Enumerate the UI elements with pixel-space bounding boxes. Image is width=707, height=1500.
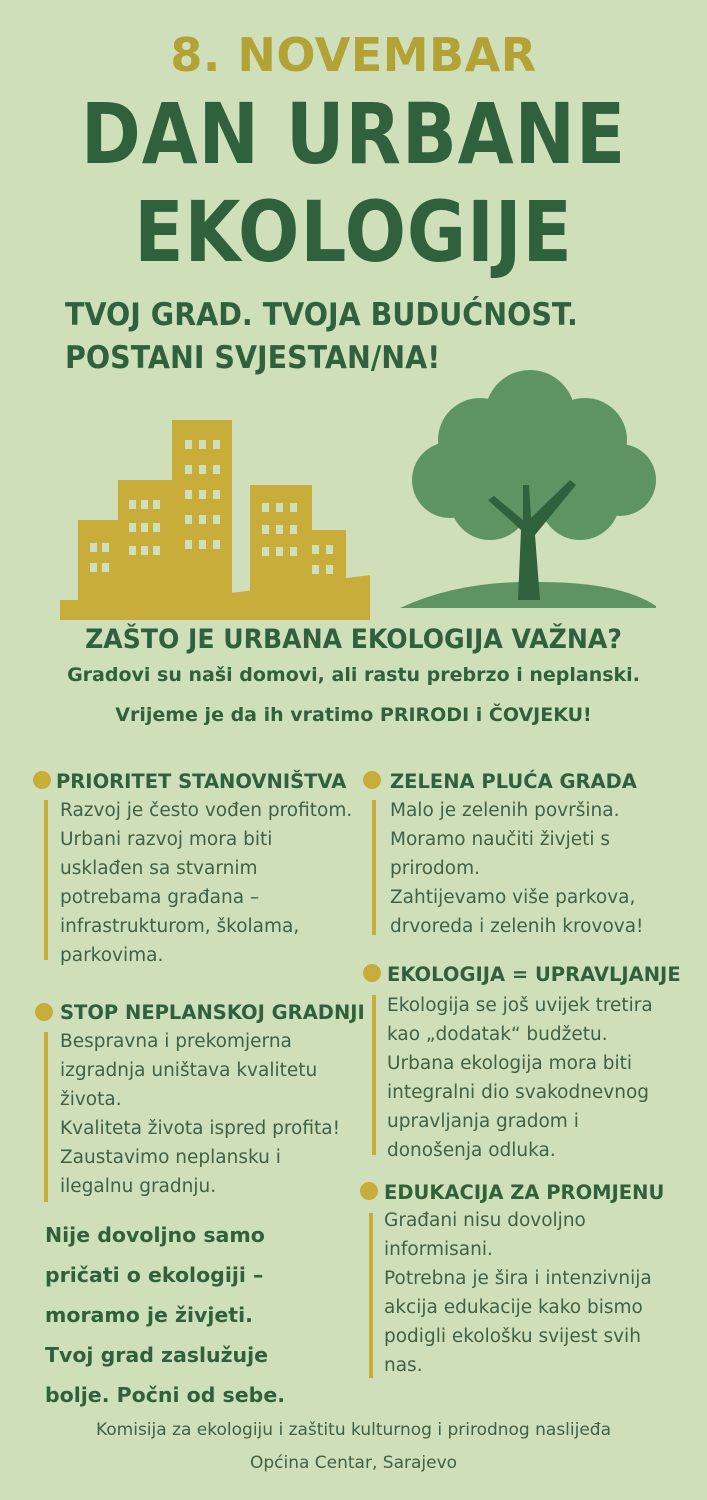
body-line: Bespravna i prekomjerna: [60, 1031, 292, 1052]
body-line: upravljanja gradom i: [387, 1111, 579, 1132]
body-line: Razvoj je često vođen profitom.: [60, 800, 353, 821]
body-line: parkovima.: [60, 945, 164, 966]
body-line: usklađen sa stvarnim: [60, 858, 258, 879]
body-line: života.: [60, 1089, 122, 1110]
tagline-line-1: TVOJ GRAD. TVOJA BUDUĆNOST.: [65, 297, 578, 333]
closing-line: moramo je živjeti.: [45, 1303, 253, 1327]
bullet-dot: [360, 1182, 378, 1200]
illustration: [0, 360, 707, 620]
section-body-zelena: [390, 796, 643, 941]
section-title-zelena: ZELENA PLUĆA GRADA: [390, 770, 637, 793]
page-title-line-1: DAN URBANE: [80, 85, 627, 183]
tagline-line-2: POSTANI SVJESTAN/NA!: [65, 340, 441, 376]
body-line: kao „dodatak“ budžetu.: [387, 1024, 608, 1045]
body-line: Kvaliteta života ispred profita!: [60, 1118, 341, 1139]
body-line: podigli ekološku svijest svih: [384, 1326, 641, 1347]
bullet-dot: [35, 1003, 53, 1021]
closing-line: Nije dovoljno samo: [45, 1223, 265, 1247]
body-line: Moramo naučiti živjeti s: [390, 829, 611, 850]
bullet-dot: [363, 771, 381, 789]
closing-line: pričati o ekologiji –: [45, 1263, 264, 1287]
body-line: akcija edukacije kako bismo: [384, 1297, 643, 1318]
footer-organization: Komisija za ekologiju i zaštitu kulturnog i prirodnog naslijeđa: [95, 1420, 612, 1440]
closing-line: Tvoj grad zaslužuje: [45, 1343, 269, 1367]
closing-message: [45, 1215, 345, 1415]
body-line: Urbani razvoj mora biti: [60, 829, 273, 850]
why-line-2: Vrijeme je da ih vratimo PRIRODI i ČOVJEKU!: [115, 704, 592, 726]
body-line: Urbana ekologija mora biti: [387, 1053, 633, 1074]
event-date: 8. NOVEMBAR: [170, 28, 537, 82]
page-title-line-2: EKOLOGIJE: [134, 183, 573, 281]
section-title-edukacija: EDUKACIJA ZA PROMJENU: [384, 1181, 665, 1204]
body-line: donošenja odluka.: [387, 1140, 556, 1161]
body-line: infrastrukturom, školama,: [60, 916, 300, 937]
tree-icon: [400, 370, 656, 608]
section-title-prioritet: PRIORITET STANOVNIŠTVA: [56, 770, 347, 793]
accent-bar: [372, 800, 376, 935]
body-line: Potrebna je šira i intenzivnija: [384, 1268, 652, 1289]
section-title-stop: STOP NEPLANSKOJ GRADNJI: [60, 1001, 365, 1024]
body-line: Zahtijevamo više parkova,: [390, 887, 636, 908]
accent-bar: [44, 1032, 48, 1202]
why-heading: ZAŠTO JE URBANA EKOLOGIJA VAŽNA?: [85, 624, 622, 655]
section-title-ekologija: EKOLOGIJA = UPRAVLJANJE: [387, 963, 681, 986]
body-line: Zaustavimo neplansku i: [60, 1147, 281, 1168]
section-body-stop: [60, 1027, 340, 1201]
section-body-prioritet: [60, 796, 352, 970]
body-line: nas.: [384, 1355, 423, 1376]
body-line: drvoreda i zelenih krovova!: [390, 916, 644, 937]
bullet-dot: [363, 964, 381, 982]
footer-location: Općina Centar, Sarajevo: [249, 1453, 458, 1473]
why-line-1: Gradovi su naši domovi, ali rastu prebrzo i neplanski.: [67, 664, 640, 686]
body-line: ilegalnu gradnju.: [60, 1176, 217, 1197]
body-line: Građani nisu dovoljno: [384, 1210, 586, 1231]
bullet-dot: [33, 771, 51, 789]
body-line: Malo je zelenih površina.: [390, 800, 620, 821]
body-line: informisani.: [384, 1239, 493, 1260]
city-buildings-icon: [60, 420, 370, 620]
body-line: izgradnja uništava kvalitetu: [60, 1060, 318, 1081]
accent-bar: [372, 995, 376, 1155]
body-line: prirodom.: [390, 858, 480, 879]
closing-line: bolje. Počni od sebe.: [45, 1383, 286, 1407]
body-line: potrebama građana –: [60, 887, 260, 908]
accent-bar: [44, 800, 48, 960]
body-line: Ekologija se još uvijek tretira: [387, 995, 653, 1016]
body-line: integralni dio svakodnevnog: [387, 1082, 650, 1103]
section-body-ekologija: [387, 991, 653, 1165]
section-body-edukacija: [384, 1206, 652, 1380]
accent-bar: [369, 1213, 373, 1378]
